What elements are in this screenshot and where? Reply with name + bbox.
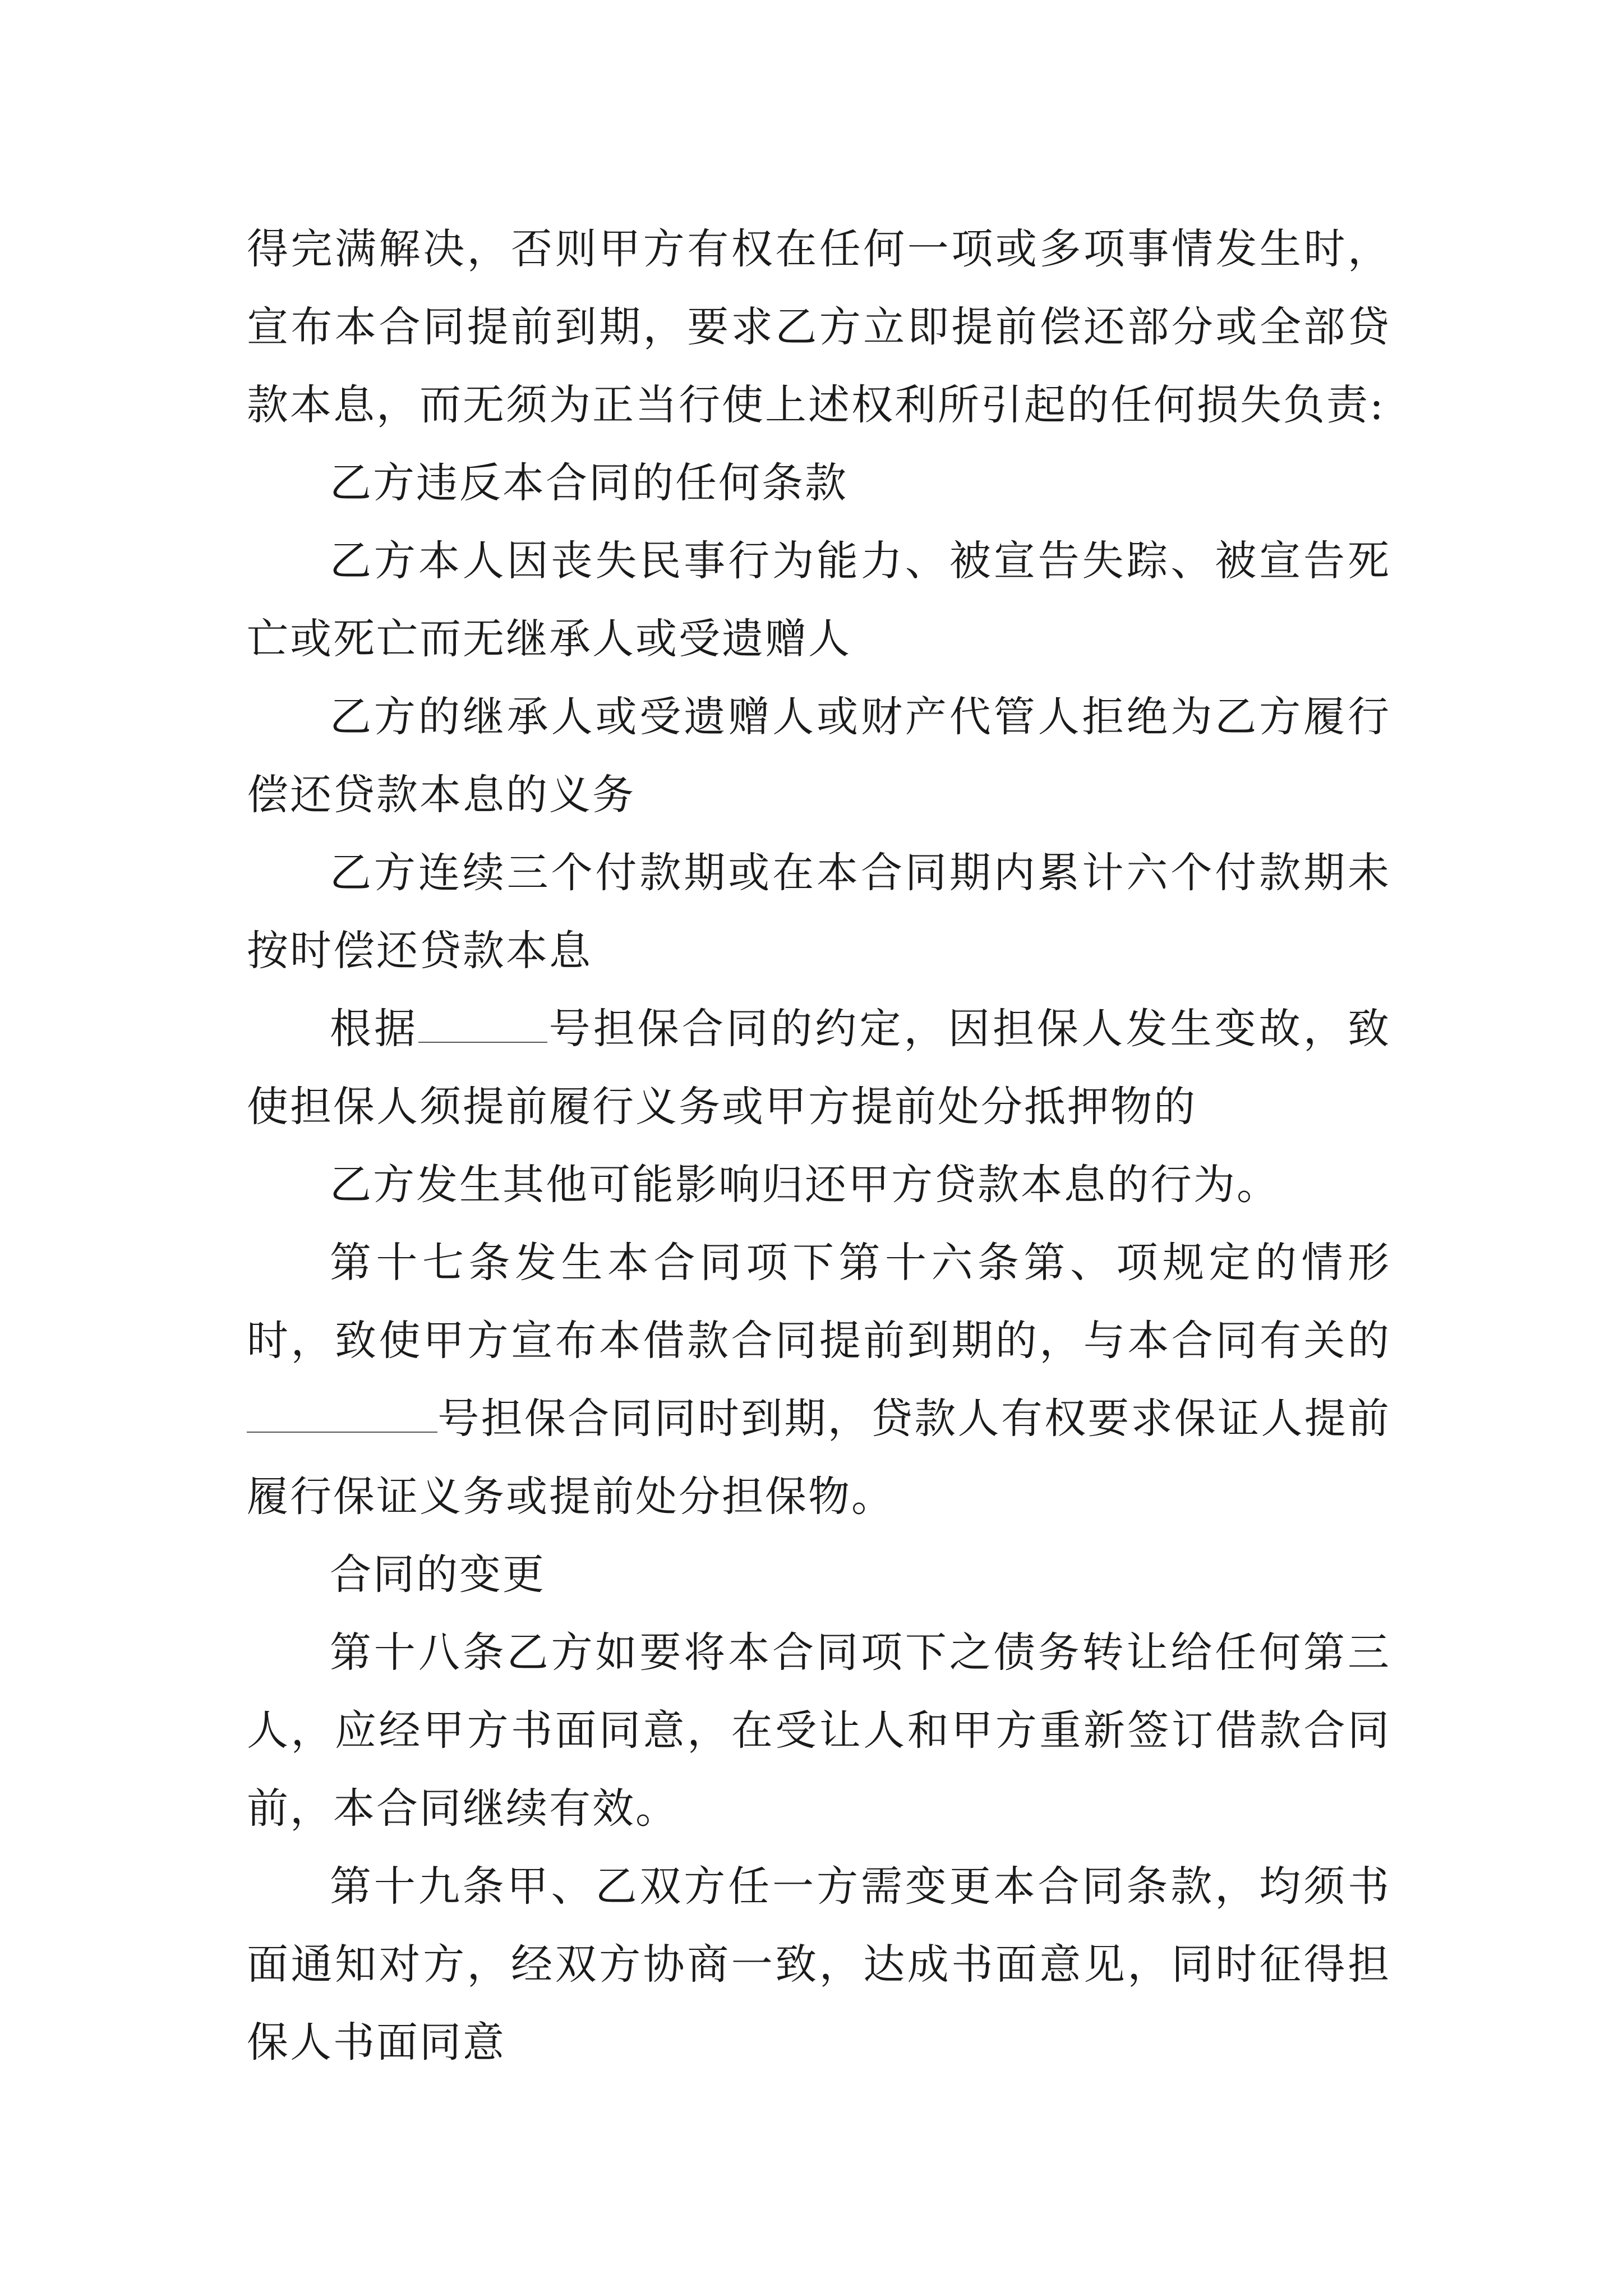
paragraph-other-behavior-clause: 乙方发生其他可能影响归还甲方贷款本息的行为。 [330,1161,1280,1209]
article-17-after: 号担保合同同时到期，贷款人有权要求保证人提前履行保证义务或提前处分担保物。 [247,1395,1391,1521]
paragraph-breach-clause: 乙方违反本合同的任何条款 [330,459,848,507]
guarantee-clause-after: 号担保合同的约定，因担保人发生变故，致使担保人须提前履行义务或甲方提前处分抵押物的 [247,1005,1391,1131]
document-body [247,210,1391,2082]
paragraph-incapacity-clause: 乙方本人因丧失民事行为能力、被宣告失踪、被宣告死亡或死亡而无继承人或受遗赠人 [247,537,1391,663]
paragraph-heir-refusal-clause: 乙方的继承人或受遗赠人或财产代管人拒绝为乙方履行偿还贷款本息的义务 [247,693,1391,819]
paragraph-article-18: 第十八条乙方如要将本合同项下之债务转让给任何第三人，应经甲方书面同意，在受让人和甲方重新签订借款合同前，本合同继续有效。 [247,1628,1391,1833]
paragraph-article-19: 第十九条甲、乙双方任一方需变更本合同条款，均须书面通知对方，经双方协商一致，达成书面意见，同时征得担保人书面同意 [247,1862,1391,2067]
paragraph-continuation: 得完满解决，否则甲方有权在任何一项或多项事情发生时，宣布本合同提前到期，要求乙方立即提前偿还部分或全部贷款本息，而无须为正当行使上述权利所引起的任何损失负责: [247,225,1391,429]
paragraph-article-17 [247,1224,1391,1536]
guarantee-contract-number-blank [247,1390,437,1433]
paragraph-guarantee-clause [247,990,1391,1146]
guarantee-clause-before: 根据 [330,1005,419,1053]
article-17-before: 第十七条发生本合同项下第十六条第、项规定的情形时，致使甲方宣布本借款合同提前到期的，与本合同有关的 [247,1239,1391,1365]
guarantee-number-blank [418,1000,547,1043]
paragraph-missed-payments-clause: 乙方连续三个付款期或在本合同期内累计六个付款期未按时偿还贷款本息 [247,849,1391,975]
section-heading-contract-change: 合同的变更 [330,1550,546,1599]
